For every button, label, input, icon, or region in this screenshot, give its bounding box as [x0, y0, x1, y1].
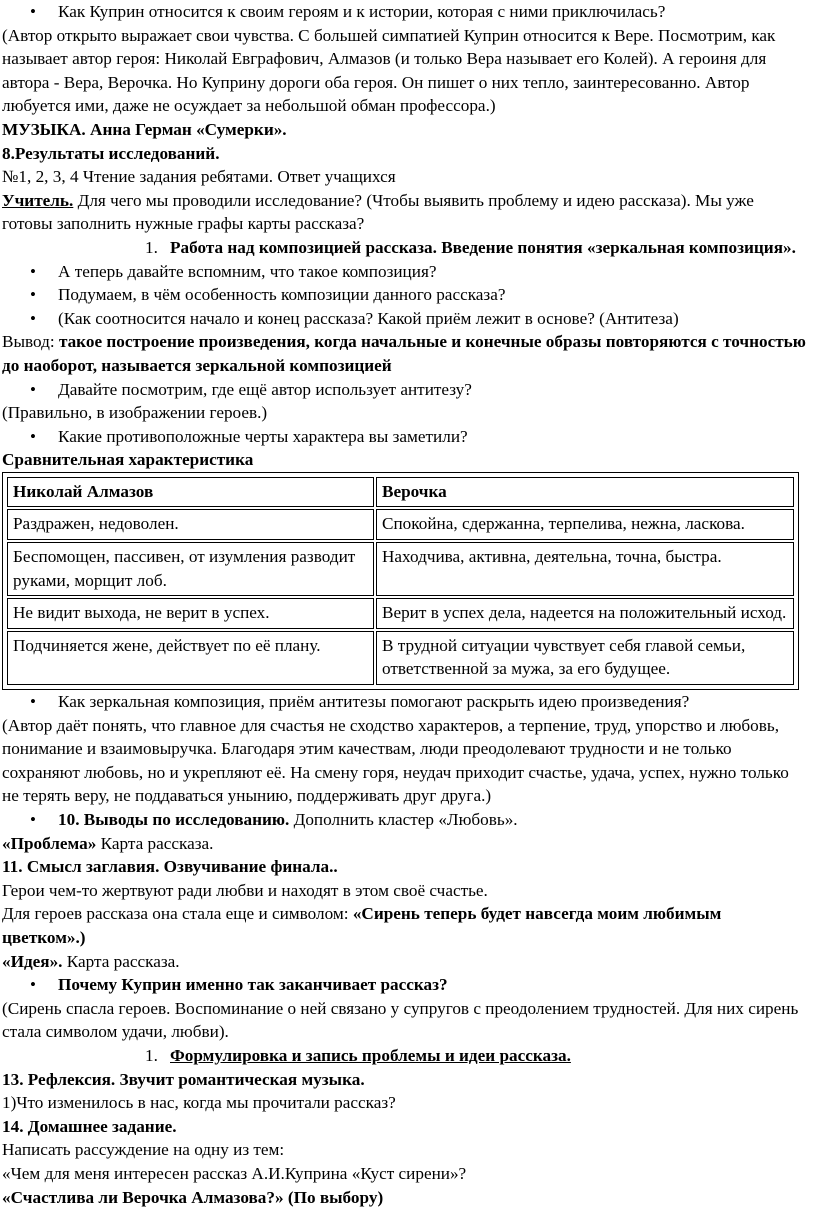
- paragraph-topic-2: [2, 1186, 808, 1209]
- bullet-question-4: • (Как соотносится начало и конец рассказа? Какой приём лежит в основе? (Антитеза): [2, 307, 808, 331]
- section-14-heading: [2, 1115, 808, 1139]
- paragraph-idea-explanation: (Автор даёт понять, что главное для счастья не сходство характеров, а терпение, труд, упорство и любовь, понимание и взаимовыручка. Благодаря этим качествам, люди преодолевают трудности и не только сохраняют любовь, но и укрепляют её. На смену горя, неудач приходит счастье, удача, успех, нужно только не терять веру, не поддаваться унынию, поддерживать друг друга.): [2, 714, 808, 808]
- section-13-heading: [2, 1068, 808, 1092]
- idea-label: «Идея».: [2, 952, 62, 971]
- table-row: [7, 509, 794, 540]
- table-cell: Подчиняется жене, действует по её плану.: [7, 631, 374, 685]
- numbered-item-composition: [2, 236, 808, 260]
- table-header-row: [7, 477, 794, 508]
- numbered-item-text: Работа над композицией рассказа. Введение понятия «зеркальная композиция».: [170, 238, 796, 257]
- table-title: [2, 448, 808, 472]
- paragraph-homework: Написать рассуждение на одну из тем:: [2, 1138, 808, 1162]
- paragraph-tasks: №1, 2, 3, 4 Чтение задания ребятами. Ответ учащихся: [2, 165, 808, 189]
- symbol-text: Для героев рассказа она стала еще и символом:: [2, 904, 353, 923]
- table-row: [7, 598, 794, 629]
- table-header-cell: Верочка: [376, 477, 794, 508]
- comparison-table: [5, 475, 796, 687]
- table-cell: Беспомощен, пассивен, от изумления разводит руками, морщит лоб.: [7, 542, 374, 596]
- table-cell: Спокойна, сдержанна, терпелива, нежна, ласкова.: [376, 509, 794, 540]
- section-8-text: 8.Результаты исследований.: [2, 144, 220, 163]
- paragraph-topic-1: «Чем для меня интересен рассказ А.И.Куприна «Куст сирени»?: [2, 1162, 808, 1186]
- bullet-question-1: • Как Куприн относится к своим героям и к истории, которая с ними приключилась?: [2, 0, 808, 24]
- numbered-item-text: Формулировка и запись проблемы и идеи рассказа.: [170, 1046, 571, 1065]
- table-row: [7, 631, 794, 685]
- section-8-heading: [2, 142, 808, 166]
- paragraph-idea: [2, 950, 808, 974]
- table-cell: Верит в успех дела, надеется на положительный исход.: [376, 598, 794, 629]
- topic-2-text: «Счастлива ли Верочка Алмазова?» (По выбору): [2, 1188, 383, 1207]
- teacher-label: Учитель.: [2, 191, 73, 210]
- idea-text: Карта рассказа.: [62, 952, 179, 971]
- table-cell: Находчива, активна, деятельна, точна, быстра.: [376, 542, 794, 596]
- section-10-task: Дополнить кластер «Любовь».: [289, 810, 517, 829]
- section-13-text: 13. Рефлексия. Звучит романтическая музыка.: [2, 1070, 365, 1089]
- table-cell: Не видит выхода, не верит в успех.: [7, 598, 374, 629]
- paragraph-sacrifice: Герои чем-то жертвуют ради любви и находят в этом своё счастье.: [2, 879, 808, 903]
- bullet-question-5: • Давайте посмотрим, где ещё автор использует антитезу?: [2, 378, 808, 402]
- numbered-item-formulation: [2, 1044, 808, 1068]
- bullet-question-3: • Подумаем, в чём особенность композиции данного рассказа?: [2, 283, 808, 307]
- paragraph-reflection: 1)Что изменилось в нас, когда мы прочитали рассказ?: [2, 1091, 808, 1115]
- conclusion-text: такое построение произведения, когда начальные и конечные образы повторяются с точностью до наоборот, называется зеркальной композицией: [2, 332, 806, 375]
- paragraph-problem: [2, 832, 808, 856]
- section-10-text: 10. Выводы по исследованию.: [58, 810, 289, 829]
- music-heading: [2, 118, 808, 142]
- table-cell: В трудной ситуации чувствует себя главой семьи, ответственной за мужа, за его будущее.: [376, 631, 794, 685]
- table-cell: Раздражен, недоволен.: [7, 509, 374, 540]
- paragraph-lilac: (Сирень спасла героев. Воспоминание о ней связано у супругов с преодолением трудностей. Для них сирень стала символом удачи, любви).: [2, 997, 808, 1044]
- numbered-item-number: 1.: [145, 1044, 158, 1068]
- paragraph-heroes: (Правильно, в изображении героев.): [2, 401, 808, 425]
- table-row: [7, 542, 794, 596]
- bullet-question-7: • Как зеркальная композиция, приём антитезы помогают раскрыть идею произведения?: [2, 690, 808, 714]
- conclusion-label: Вывод:: [2, 332, 59, 351]
- problem-label: «Проблема»: [2, 834, 96, 853]
- paragraph-author-attitude: (Автор открыто выражает свои чувства. С большей симпатией Куприн относится к Вере. Посмотрим, как называет автор героя: Николай Евграфович, Алмазов (и только Вера называет его Колей). А героиня для автора - Вера, Верочка. Но Куприну дороги оба героя. Он пишет о них тепло, заинтересованно. Автор любуется ими, даже не осуждает за небольшой обман профессора.): [2, 24, 808, 118]
- table-header-cell: Николай Алмазов: [7, 477, 374, 508]
- numbered-item-number: 1.: [145, 236, 158, 260]
- question-8-text: Почему Куприн именно так заканчивает рассказ?: [58, 975, 448, 994]
- bullet-section-10: [2, 808, 808, 832]
- problem-text: Карта рассказа.: [96, 834, 213, 853]
- paragraph-conclusion: [2, 330, 808, 377]
- teacher-text: Для чего мы проводили исследование? (Чтобы выявить проблему и идею рассказа). Мы уже готовы заполнить нужные графы карты рассказа?: [2, 191, 754, 234]
- bullet-question-8: [2, 973, 808, 997]
- music-text: МУЗЫКА. Анна Герман «Сумерки».: [2, 120, 287, 139]
- bullet-question-2: • А теперь давайте вспомним, что такое композиция?: [2, 260, 808, 284]
- paragraph-symbol: [2, 902, 808, 949]
- section-11-heading: [2, 855, 808, 879]
- section-14-text: 14. Домашнее задание.: [2, 1117, 177, 1136]
- table-title-text: Сравнительная характеристика: [2, 450, 253, 469]
- bullet-question-6: • Какие противоположные черты характера вы заметили?: [2, 425, 808, 449]
- section-11-text: 11. Смысл заглавия. Озвучивание финала..: [2, 857, 338, 876]
- paragraph-teacher: [2, 189, 808, 236]
- comparison-table-frame: [2, 472, 799, 690]
- symbol-quote: «Сирень теперь будет навсегда моим любимым цветком».): [2, 904, 721, 947]
